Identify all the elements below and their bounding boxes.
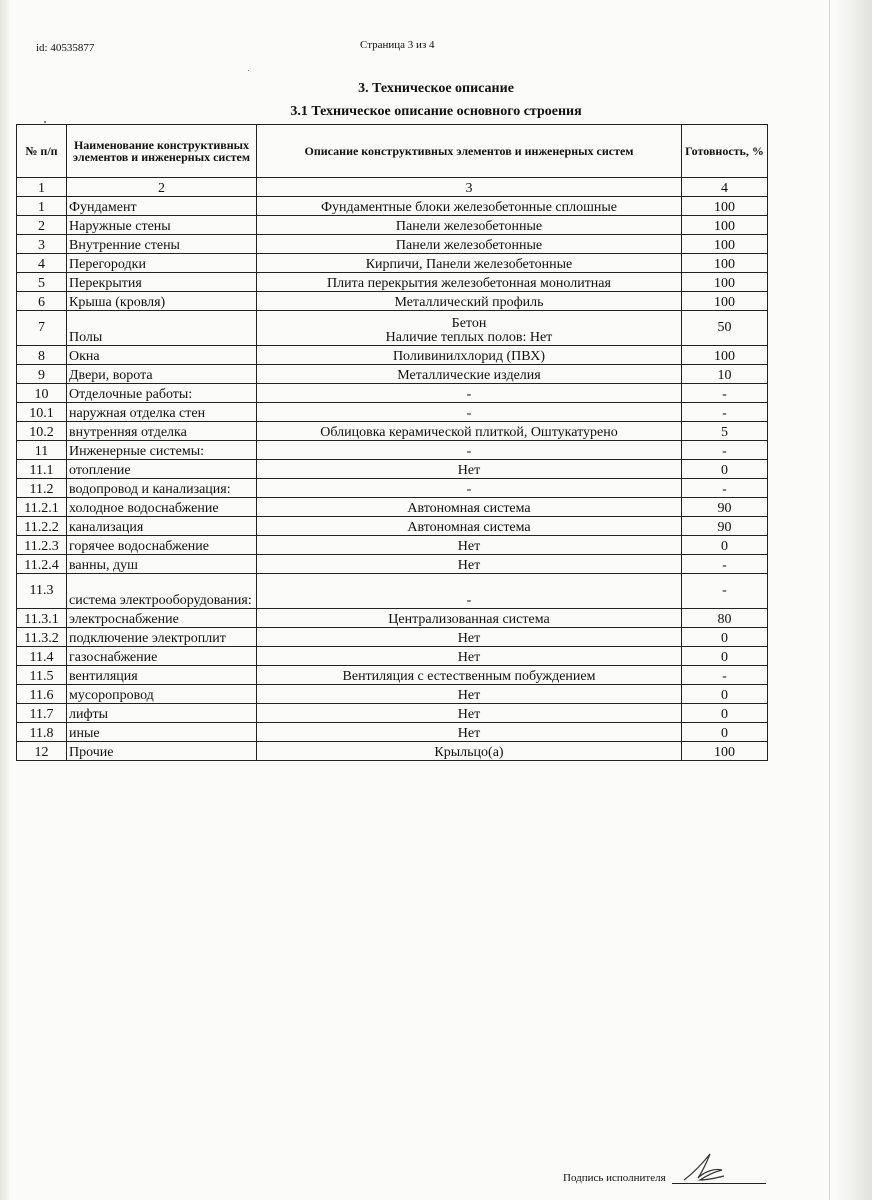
element-name: Отделочные работы: xyxy=(67,384,257,403)
header-name: Наименование конструктивных элементов и инженерных систем xyxy=(67,125,257,178)
row-number: 8 xyxy=(17,346,67,365)
row-number: 1 xyxy=(17,197,67,216)
table-row xyxy=(17,197,768,216)
element-description xyxy=(257,311,682,346)
readiness-percent: 0 xyxy=(682,628,768,647)
table-row xyxy=(17,292,768,311)
table-row xyxy=(17,685,768,704)
element-name: Прочие xyxy=(67,742,257,761)
table-row xyxy=(17,723,768,742)
table-row xyxy=(17,536,768,555)
readiness-percent: 100 xyxy=(682,742,768,761)
element-description: Вентиляция с естественным побуждением xyxy=(257,666,682,685)
table-row xyxy=(17,384,768,403)
readiness-percent: 50 xyxy=(682,311,768,346)
table-row xyxy=(17,365,768,384)
row-number: 9 xyxy=(17,365,67,384)
element-name: мусоропровод xyxy=(67,685,257,704)
row-number: 11.6 xyxy=(17,685,67,704)
element-description: Поливинилхлорид (ПВХ) xyxy=(257,346,682,365)
element-name: подключение электроплит xyxy=(67,628,257,647)
readiness-percent: 100 xyxy=(682,292,768,311)
subsection-title: 3.1 Техническое описание основного строения xyxy=(290,104,582,119)
scan-speck xyxy=(248,70,249,71)
column-number: 2 xyxy=(67,178,257,197)
row-number: 11.2.1 xyxy=(17,498,67,517)
element-name: наружная отделка стен xyxy=(67,403,257,422)
table-row xyxy=(17,460,768,479)
element-description: Крыльцо(а) xyxy=(257,742,682,761)
row-number: 11.1 xyxy=(17,460,67,479)
readiness-percent: 0 xyxy=(682,723,768,742)
section-title: 3. Техническое описание xyxy=(358,81,514,96)
element-name: Перегородки xyxy=(67,254,257,273)
element-description: - xyxy=(257,403,682,422)
table-row xyxy=(17,704,768,723)
table-row xyxy=(17,273,768,292)
readiness-percent: 5 xyxy=(682,422,768,441)
element-description: - xyxy=(257,441,682,460)
element-name: холодное водоснабжение xyxy=(67,498,257,517)
readiness-percent: 0 xyxy=(682,536,768,555)
header-ready: Готовность, % xyxy=(682,125,768,178)
readiness-percent: - xyxy=(682,555,768,574)
readiness-percent: - xyxy=(682,384,768,403)
element-description: Нет xyxy=(257,628,682,647)
readiness-percent: - xyxy=(682,666,768,685)
element-description: Кирпичи, Панели железобетонные xyxy=(257,254,682,273)
element-description: Нет xyxy=(257,460,682,479)
readiness-percent: 100 xyxy=(682,216,768,235)
table-row xyxy=(17,235,768,254)
readiness-percent: 80 xyxy=(682,609,768,628)
element-name: Наружные стены xyxy=(67,216,257,235)
element-name: отопление xyxy=(67,460,257,479)
row-number: 11.2.2 xyxy=(17,517,67,536)
element-description: Нет xyxy=(257,685,682,704)
element-description: Плита перекрытия железобетонная монолитная xyxy=(257,273,682,292)
row-number: 5 xyxy=(17,273,67,292)
document-id: id: 40535877 xyxy=(36,42,95,54)
readiness-percent: 100 xyxy=(682,254,768,273)
readiness-percent: 90 xyxy=(682,517,768,536)
row-number: 11 xyxy=(17,441,67,460)
column-number: 4 xyxy=(682,178,768,197)
element-description: - xyxy=(257,384,682,403)
table-row xyxy=(17,254,768,273)
table-header-row xyxy=(17,125,768,178)
element-description: Нет xyxy=(257,723,682,742)
row-number: 11.2.3 xyxy=(17,536,67,555)
element-name: лифты xyxy=(67,704,257,723)
element-description: Металлический профиль xyxy=(257,292,682,311)
row-number: 2 xyxy=(17,216,67,235)
readiness-percent: - xyxy=(682,403,768,422)
readiness-percent: 100 xyxy=(682,197,768,216)
element-description: Панели железобетонные xyxy=(257,235,682,254)
row-number: 11.7 xyxy=(17,704,67,723)
row-number: 4 xyxy=(17,254,67,273)
table-row xyxy=(17,628,768,647)
element-name: ванны, душ xyxy=(67,555,257,574)
element-description: Централизованная система xyxy=(257,609,682,628)
table-row xyxy=(17,574,768,609)
row-number: 11.8 xyxy=(17,723,67,742)
element-description: - xyxy=(257,574,682,609)
scan-edge-right xyxy=(836,0,872,1200)
table-row xyxy=(17,647,768,666)
element-description: Облицовка керамической плиткой, Оштукатурено xyxy=(257,422,682,441)
signature-mark xyxy=(680,1150,726,1184)
readiness-percent: - xyxy=(682,574,768,609)
element-name: иные xyxy=(67,723,257,742)
table-row xyxy=(17,555,768,574)
element-description: Фундаментные блоки железобетонные сплошные xyxy=(257,197,682,216)
scan-edge-left xyxy=(0,0,9,1200)
row-number: 11.3.1 xyxy=(17,609,67,628)
element-description: Нет xyxy=(257,704,682,723)
row-number: 11.2.4 xyxy=(17,555,67,574)
element-description: Нет xyxy=(257,555,682,574)
scan-line xyxy=(829,0,830,1200)
table-row xyxy=(17,742,768,761)
readiness-percent: 90 xyxy=(682,498,768,517)
element-name: система электрооборудования: xyxy=(67,574,257,609)
element-name: Фундамент xyxy=(67,197,257,216)
row-number: 10 xyxy=(17,384,67,403)
table-row xyxy=(17,666,768,685)
table-row xyxy=(17,311,768,346)
element-name: вентиляция xyxy=(67,666,257,685)
element-name: Окна xyxy=(67,346,257,365)
element-description: Нет xyxy=(257,647,682,666)
column-number: 1 xyxy=(17,178,67,197)
element-name: канализация xyxy=(67,517,257,536)
row-number: 11.4 xyxy=(17,647,67,666)
readiness-percent: - xyxy=(682,441,768,460)
table-row xyxy=(17,441,768,460)
element-name: электроснабжение xyxy=(67,609,257,628)
element-name: газоснабжение xyxy=(67,647,257,666)
header-desc: Описание конструктивных элементов и инженерных систем xyxy=(257,125,682,178)
table-row xyxy=(17,422,768,441)
row-number: 12 xyxy=(17,742,67,761)
table-row xyxy=(17,498,768,517)
readiness-percent: 10 xyxy=(682,365,768,384)
header-num: № п/п xyxy=(17,125,67,178)
element-name: Внутренние стены xyxy=(67,235,257,254)
row-number: 10.2 xyxy=(17,422,67,441)
readiness-percent: 0 xyxy=(682,685,768,704)
scan-speck xyxy=(44,121,46,123)
table-row xyxy=(17,479,768,498)
row-number: 11.2 xyxy=(17,479,67,498)
readiness-percent: 100 xyxy=(682,346,768,365)
row-number: 6 xyxy=(17,292,67,311)
description-line: Бетон xyxy=(451,316,487,331)
element-name: Двери, ворота xyxy=(67,365,257,384)
readiness-percent: 100 xyxy=(682,235,768,254)
element-name: Крыша (кровля) xyxy=(67,292,257,311)
element-description: - xyxy=(257,479,682,498)
table-row xyxy=(17,517,768,536)
readiness-percent: 0 xyxy=(682,460,768,479)
technical-description-table xyxy=(16,124,768,761)
table-row xyxy=(17,216,768,235)
description-line: Наличие теплых полов: Нет xyxy=(385,330,553,345)
column-number-row xyxy=(17,178,768,197)
element-description: Автономная система xyxy=(257,517,682,536)
signature-label: Подпись исполнителя xyxy=(563,1172,666,1184)
readiness-percent: 100 xyxy=(682,273,768,292)
element-name: горячее водоснабжение xyxy=(67,536,257,555)
element-description: Панели железобетонные xyxy=(257,216,682,235)
row-number: 11.5 xyxy=(17,666,67,685)
element-description: Нет xyxy=(257,536,682,555)
element-description: Металлические изделия xyxy=(257,365,682,384)
element-name: Полы xyxy=(67,311,257,346)
row-number: 11.3 xyxy=(17,574,67,609)
element-name: водопровод и канализация: xyxy=(67,479,257,498)
readiness-percent: 0 xyxy=(682,647,768,666)
element-description: Автономная система xyxy=(257,498,682,517)
page-number: Страница 3 из 4 xyxy=(360,39,435,51)
readiness-percent: 0 xyxy=(682,704,768,723)
table-row xyxy=(17,403,768,422)
row-number: 10.1 xyxy=(17,403,67,422)
column-number: 3 xyxy=(257,178,682,197)
table-row xyxy=(17,346,768,365)
element-name: Перекрытия xyxy=(67,273,257,292)
row-number: 11.3.2 xyxy=(17,628,67,647)
row-number: 7 xyxy=(17,311,67,346)
table-row xyxy=(17,609,768,628)
element-name: внутренняя отделка xyxy=(67,422,257,441)
element-name: Инженерные системы: xyxy=(67,441,257,460)
row-number: 3 xyxy=(17,235,67,254)
readiness-percent: - xyxy=(682,479,768,498)
